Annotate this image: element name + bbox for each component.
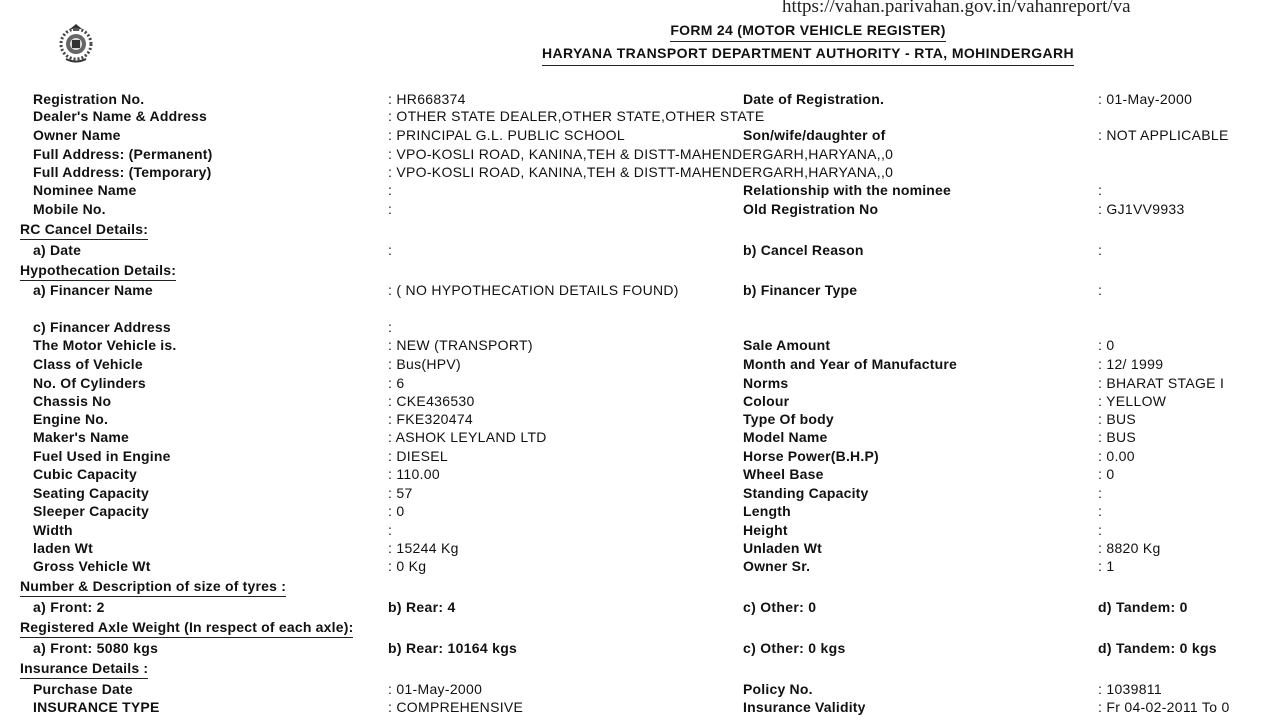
value-cancel-date: : (388, 242, 393, 258)
value-cubic-capacity: : 110.00 (388, 466, 440, 482)
value-address-permanent: : VPO-KOSLI ROAD, KANINA,TEH & DISTT-MAHENDERGARH,HARYANA,,0 (388, 146, 894, 162)
value-owner-name: : PRINCIPAL G.L. PUBLIC SCHOOL (388, 127, 625, 143)
section-hypothecation: Hypothecation Details: (20, 261, 176, 279)
tyres-front: a) Front: 2 (33, 599, 105, 615)
value-width: : (388, 522, 393, 538)
label-horse-power: Horse Power(B.H.P) (743, 448, 879, 464)
label-cancel-reason: b) Cancel Reason (743, 242, 864, 258)
label-owner-name: Owner Name (33, 127, 121, 143)
value-fuel: : DIESEL (388, 448, 448, 464)
label-colour: Colour (743, 393, 790, 409)
label-purchase-date: Purchase Date (33, 681, 133, 697)
section-axle-weight: Registered Axle Weight (In respect of each axle): (20, 618, 353, 636)
form-title: FORM 24 (MOTOR VEHICLE REGISTER) (0, 22, 1280, 38)
label-model-name: Model Name (743, 429, 828, 445)
value-makers-name: : ASHOK LEYLAND LTD (388, 429, 547, 445)
value-policy-no: : 1039811 (1098, 681, 1162, 697)
label-width: Width (33, 522, 73, 538)
section-tyres: Number & Description of size of tyres : (20, 577, 286, 595)
label-address-permanent: Full Address: (Permanent) (33, 146, 213, 162)
label-type-of-body: Type Of body (743, 411, 834, 427)
value-financer-name: : ( NO HYPOTHECATION DETAILS FOUND) (388, 282, 679, 298)
label-seating-capacity: Seating Capacity (33, 485, 150, 501)
value-cylinders: : 6 (388, 375, 405, 391)
label-financer-name: a) Financer Name (33, 282, 153, 298)
label-unladen-wt: Unladen Wt (743, 540, 822, 556)
label-laden-wt: laden Wt (33, 540, 93, 556)
axle-front: a) Front: 5080 kgs (33, 640, 159, 656)
label-address-temporary: Full Address: (Temporary) (33, 164, 212, 180)
axle-other: c) Other: 0 kgs (743, 640, 846, 656)
value-nominee-relationship: : (1098, 182, 1103, 198)
label-old-registration: Old Registration No (743, 201, 879, 217)
label-norms: Norms (743, 375, 789, 391)
value-class-of-vehicle: : Bus(HPV) (388, 356, 462, 372)
value-old-registration: : GJ1VV9933 (1098, 201, 1185, 217)
label-insurance-validity: Insurance Validity (743, 699, 866, 715)
label-chassis-no: Chassis No (33, 393, 112, 409)
axle-rear: b) Rear: 10164 kgs (388, 640, 518, 656)
tyres-other: c) Other: 0 (743, 599, 817, 615)
value-type-of-body: : BUS (1098, 411, 1137, 427)
value-financer-type: : (1098, 282, 1103, 298)
section-rc-cancel: RC Cancel Details: (20, 220, 148, 238)
value-laden-wt: : 15244 Kg (388, 540, 459, 556)
value-insurance-validity: : Fr 04-02-2011 To 0 (1098, 699, 1230, 715)
value-owner-sr: : 1 (1098, 558, 1115, 574)
value-dealer: : OTHER STATE DEALER,OTHER STATE,OTHER STATE (388, 108, 765, 124)
value-insurance-type: : COMPREHENSIVE (388, 699, 524, 715)
value-unladen-wt: : 8820 Kg (1098, 540, 1161, 556)
label-fuel: Fuel Used in Engine (33, 448, 171, 464)
value-colour: : YELLOW (1098, 393, 1167, 409)
value-model-name: : BUS (1098, 429, 1137, 445)
label-dealer: Dealer's Name & Address (33, 108, 207, 124)
value-norms: : BHARAT STAGE I (1098, 375, 1225, 391)
label-makers-name: Maker's Name (33, 429, 130, 445)
value-nominee-name: : (388, 182, 393, 198)
value-chassis-no: : CKE436530 (388, 393, 475, 409)
label-height: Height (743, 522, 788, 538)
authority-title: HARYANA TRANSPORT DEPARTMENT AUTHORITY - RTA, MOHINDERGARH (0, 45, 1280, 61)
value-sale-amount: : 0 (1098, 337, 1115, 353)
value-vehicle-is: : NEW (TRANSPORT) (388, 337, 533, 353)
label-relation: Son/wife/daughter of (743, 127, 886, 143)
value-sleeper-capacity: : 0 (388, 503, 405, 519)
label-insurance-type: INSURANCE TYPE (33, 699, 160, 715)
value-seating-capacity: : 57 (388, 485, 413, 501)
label-cubic-capacity: Cubic Capacity (33, 466, 137, 482)
label-policy-no: Policy No. (743, 681, 813, 697)
value-gross-wt: : 0 Kg (388, 558, 427, 574)
value-height: : (1098, 522, 1103, 538)
label-nominee-name: Nominee Name (33, 182, 137, 198)
label-cylinders: No. Of Cylinders (33, 375, 146, 391)
label-sale-amount: Sale Amount (743, 337, 831, 353)
label-wheel-base: Wheel Base (743, 466, 824, 482)
label-length: Length (743, 503, 791, 519)
value-length: : (1098, 503, 1103, 519)
axle-tandem: d) Tandem: 0 kgs (1098, 640, 1217, 656)
label-financer-type: b) Financer Type (743, 282, 858, 298)
label-mobile-no: Mobile No. (33, 201, 106, 217)
tyres-rear: b) Rear: 4 (388, 599, 456, 615)
tyres-tandem: d) Tandem: 0 (1098, 599, 1188, 615)
section-insurance: Insurance Details : (20, 659, 148, 677)
label-class-of-vehicle: Class of Vehicle (33, 356, 143, 372)
value-horse-power: : 0.00 (1098, 448, 1135, 464)
label-engine-no: Engine No. (33, 411, 109, 427)
label-sleeper-capacity: Sleeper Capacity (33, 503, 150, 519)
value-relation: : NOT APPLICABLE (1098, 127, 1229, 143)
value-engine-no: : FKE320474 (388, 411, 474, 427)
value-registration-no: : HR668374 (388, 91, 466, 107)
label-standing-capacity: Standing Capacity (743, 485, 869, 501)
label-vehicle-is: The Motor Vehicle is. (33, 337, 177, 353)
value-wheel-base: : 0 (1098, 466, 1115, 482)
label-gross-wt: Gross Vehicle Wt (33, 558, 151, 574)
value-financer-address: : (388, 319, 393, 335)
value-cancel-reason: : (1098, 242, 1103, 258)
value-standing-capacity: : (1098, 485, 1103, 501)
value-address-temporary: : VPO-KOSLI ROAD, KANINA,TEH & DISTT-MAHENDERGARH,HARYANA,,0 (388, 164, 894, 180)
label-registration-no: Registration No. (33, 91, 145, 107)
value-date-of-registration: : 01-May-2000 (1098, 91, 1193, 107)
label-nominee-relationship: Relationship with the nominee (743, 182, 952, 198)
label-manufacture: Month and Year of Manufacture (743, 356, 958, 372)
value-mobile-no: : (388, 201, 393, 217)
label-cancel-date: a) Date (33, 242, 82, 258)
page-url: https://vahan.parivahan.gov.in/vahanreport/va (782, 0, 1131, 17)
label-financer-address: c) Financer Address (33, 319, 171, 335)
label-date-of-registration: Date of Registration. (743, 91, 885, 107)
value-purchase-date: : 01-May-2000 (388, 681, 483, 697)
value-manufacture: : 12/ 1999 (1098, 356, 1164, 372)
label-owner-sr: Owner Sr. (743, 558, 811, 574)
